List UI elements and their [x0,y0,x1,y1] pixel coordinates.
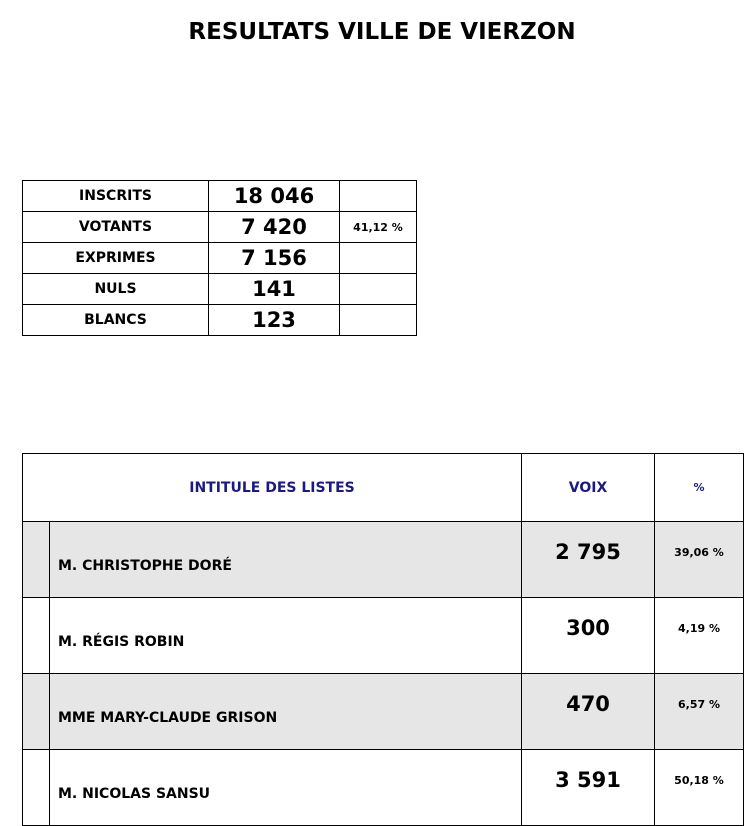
stats-label: EXPRIMES [23,243,209,274]
stats-pct [340,274,417,305]
candidate-name: M. CHRISTOPHE DORÉ [50,522,522,598]
stats-row-inscrits [23,181,417,212]
candidate-pct: 4,19 % [655,598,744,674]
results-table [22,453,744,826]
stats-row-blancs [23,305,417,336]
stats-label: NULS [23,274,209,305]
header-votes: VOIX [522,454,655,522]
candidate-votes: 300 [522,598,655,674]
stats-pct: 41,12 % [340,212,417,243]
stats-pct [340,305,417,336]
candidate-pct: 39,06 % [655,522,744,598]
result-row [23,522,744,598]
turnout-table [22,180,417,336]
candidate-name: M. NICOLAS SANSU [50,750,522,826]
candidate-votes: 470 [522,674,655,750]
candidate-pct: 50,18 % [655,750,744,826]
row-spacer [23,598,50,674]
results-header-row [23,454,744,522]
result-row [23,598,744,674]
stats-value: 7 420 [209,212,340,243]
stats-pct [340,181,417,212]
header-pct: % [655,454,744,522]
page-title: RESULTATS VILLE DE VIERZON [188,19,576,45]
stats-label: BLANCS [23,305,209,336]
row-spacer [23,674,50,750]
stats-value: 123 [209,305,340,336]
stats-value: 7 156 [209,243,340,274]
candidate-name: MME MARY-CLAUDE GRISON [50,674,522,750]
result-row [23,674,744,750]
stats-row-votants [23,212,417,243]
result-row [23,750,744,826]
stats-row-nuls [23,274,417,305]
row-spacer [23,750,50,826]
stats-value: 18 046 [209,181,340,212]
candidate-name: M. RÉGIS ROBIN [50,598,522,674]
stats-label: VOTANTS [23,212,209,243]
stats-value: 141 [209,274,340,305]
candidate-pct: 6,57 % [655,674,744,750]
row-spacer [23,522,50,598]
header-lists: INTITULE DES LISTES [23,454,522,522]
stats-label: INSCRITS [23,181,209,212]
stats-pct [340,243,417,274]
candidate-votes: 3 591 [522,750,655,826]
stats-row-exprimes [23,243,417,274]
candidate-votes: 2 795 [522,522,655,598]
